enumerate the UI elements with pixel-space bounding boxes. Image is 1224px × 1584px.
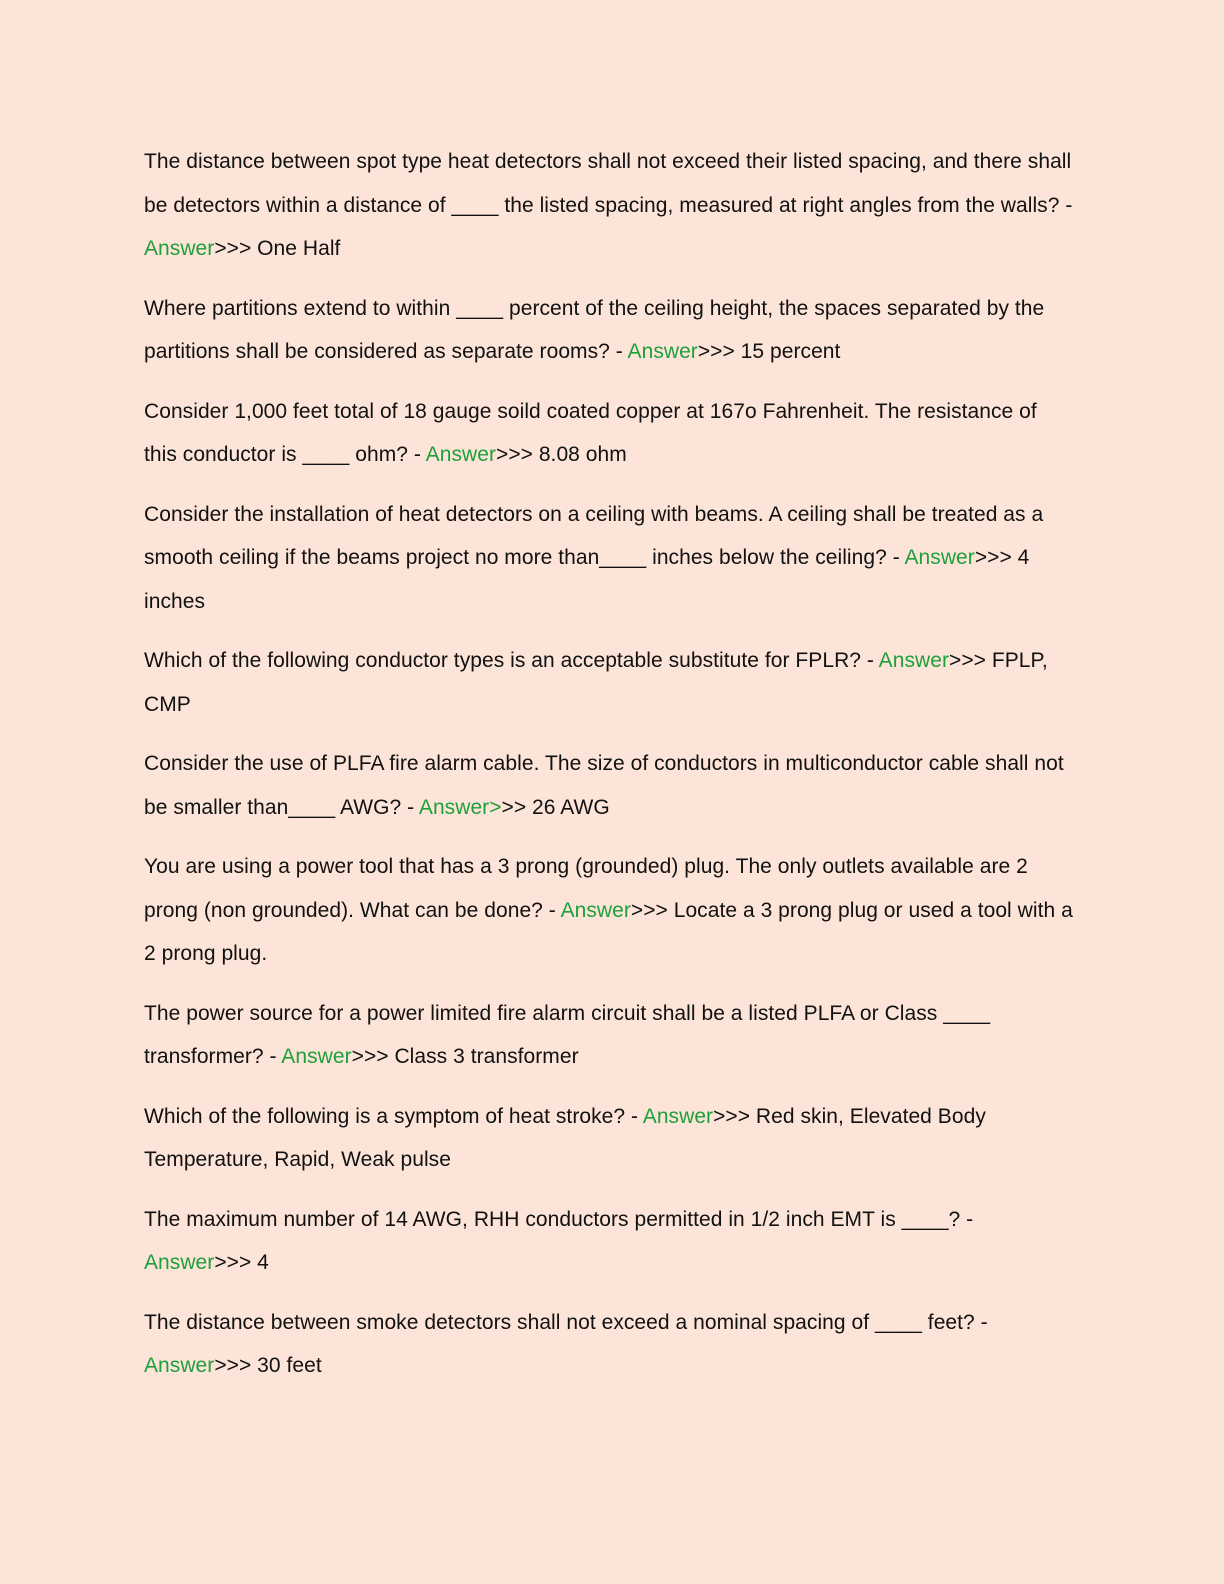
answer-label: Answer bbox=[281, 1045, 352, 1068]
qa-item-9 bbox=[144, 1095, 1074, 1182]
answer-text: >>> 15 percent bbox=[697, 340, 841, 363]
answer-text: >>> Red skin, Elevated Body Temperature, Rapid, Weak pulse bbox=[144, 1104, 986, 1171]
answer-text: >>> 8.08 ohm bbox=[496, 443, 627, 466]
question-text: Consider the installation of heat detectors on a ceiling with beams. A ceiling shall be treated as a smooth ceiling if the beams project no more than____ inches below the ceiling? - bbox=[144, 502, 1044, 569]
qa-item-3 bbox=[144, 390, 1074, 477]
answer-text: >>> 4 bbox=[214, 1251, 269, 1274]
question-text: Consider the use of PLFA fire alarm cable. The size of conductors in multiconductor cable shall not be smaller than____ AWG? - bbox=[144, 752, 1064, 819]
question-text: The distance between spot type heat detectors shall not exceed their listed spacing, and there shall be detectors within a distance of ____ the listed spacing, measured at right angles from the walls? - bbox=[144, 150, 1073, 217]
answer-label: Answer bbox=[627, 340, 698, 363]
qa-item-6 bbox=[144, 742, 1074, 829]
qa-item-5 bbox=[144, 639, 1074, 726]
qa-item-11 bbox=[144, 1301, 1074, 1388]
answer-text: >>> One Half bbox=[214, 237, 341, 260]
qa-item-1 bbox=[144, 140, 1074, 271]
question-text: The power source for a power limited fire alarm circuit shall be a listed PLFA or Class ____ transformer? - bbox=[144, 1001, 991, 1068]
answer-text: >>> Locate a 3 prong plug or used a tool with a 2 prong plug. bbox=[144, 898, 1073, 965]
qa-item-7 bbox=[144, 845, 1074, 976]
answer-label: Answer bbox=[144, 237, 215, 260]
answer-label: Answer bbox=[144, 1354, 215, 1377]
qa-item-2 bbox=[144, 287, 1074, 374]
answer-label: Answer> bbox=[418, 795, 502, 819]
answer-text: >>> Class 3 transformer bbox=[351, 1045, 579, 1068]
qa-item-10 bbox=[144, 1198, 1074, 1285]
answer-text: >>> 30 feet bbox=[214, 1354, 322, 1377]
qa-item-4 bbox=[144, 493, 1074, 624]
answer-text: >> 26 AWG bbox=[501, 795, 610, 819]
question-text: Which of the following conductor types is an acceptable substitute for FPLR? - bbox=[144, 649, 879, 672]
question-text: Where partitions extend to within ____ percent of the ceiling height, the spaces separated by the partitions shall be considered as separate rooms? - bbox=[144, 296, 1045, 363]
answer-label: Answer bbox=[642, 1104, 714, 1128]
answer-label: Answer bbox=[878, 649, 949, 672]
answer-label: Answer bbox=[425, 443, 496, 466]
question-text: The maximum number of 14 AWG, RHH conductors permitted in 1/2 inch EMT is ____? - bbox=[144, 1207, 974, 1231]
answer-text: >>> FPLP, CMP bbox=[144, 649, 1048, 716]
question-text: The distance between smoke detectors shall not exceed a nominal spacing of ____ feet? - bbox=[144, 1310, 988, 1334]
question-text: You are using a power tool that has a 3 prong (grounded) plug. The only outlets available are 2 prong (non grounded). What can be done? - bbox=[144, 855, 1028, 922]
qa-item-8 bbox=[144, 992, 1074, 1079]
answer-label: Answer bbox=[904, 546, 975, 569]
answer-label: Answer bbox=[144, 1251, 215, 1274]
question-text: Which of the following is a symptom of heat stroke? - bbox=[144, 1104, 643, 1128]
question-text: Consider 1,000 feet total of 18 gauge soild coated copper at 167o Fahrenheit. The resistance of this conductor is ____ ohm? - bbox=[144, 399, 1037, 466]
answer-text: >>> 4 inches bbox=[144, 546, 1030, 613]
answer-label: Answer bbox=[560, 898, 631, 922]
